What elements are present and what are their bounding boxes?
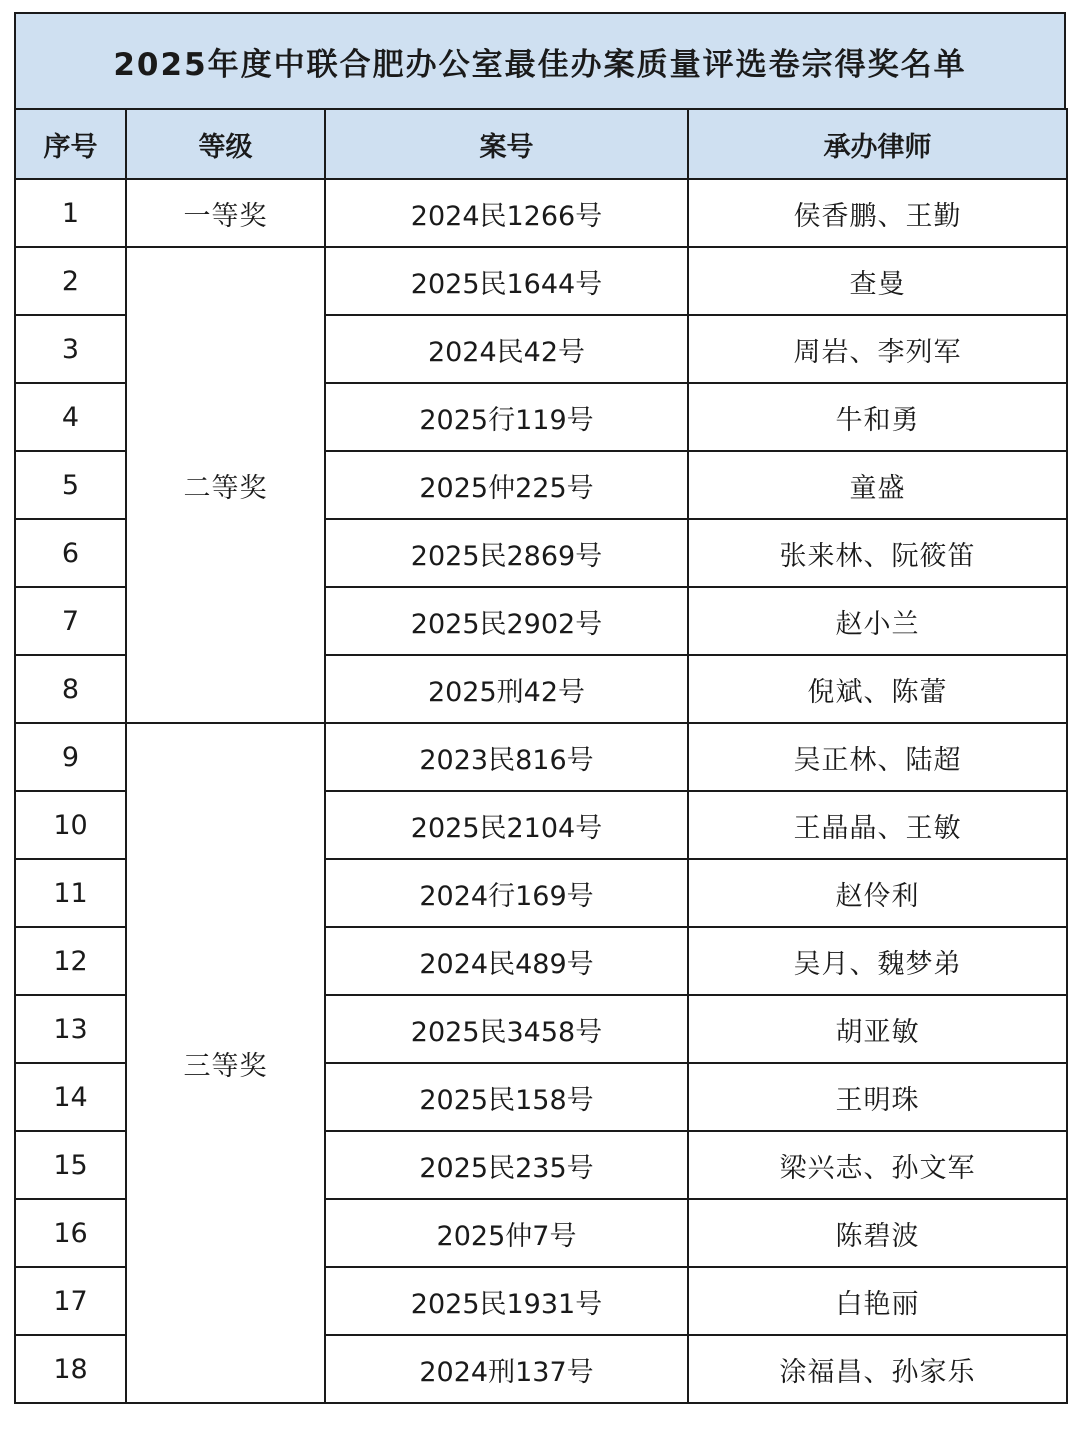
table-row <box>15 723 1067 791</box>
lawyer-names: 查曼 <box>688 247 1067 315</box>
case-number: 2025民235号 <box>325 1131 688 1199</box>
table-row <box>15 179 1067 247</box>
case-number: 2024民1266号 <box>325 179 688 247</box>
row-number: 10 <box>15 791 126 859</box>
lawyer-names: 童盛 <box>688 451 1067 519</box>
row-number: 14 <box>15 1063 126 1131</box>
row-number: 4 <box>15 383 126 451</box>
case-number: 2025仲225号 <box>325 451 688 519</box>
table-header-row <box>15 109 1067 179</box>
header-grade: 等级 <box>126 109 325 179</box>
row-number: 11 <box>15 859 126 927</box>
award-list-document <box>14 12 1066 1404</box>
header-lawyer: 承办律师 <box>688 109 1067 179</box>
row-number: 15 <box>15 1131 126 1199</box>
table-row <box>15 247 1067 315</box>
row-number: 5 <box>15 451 126 519</box>
row-number: 16 <box>15 1199 126 1267</box>
row-number: 9 <box>15 723 126 791</box>
lawyer-names: 吴正林、陆超 <box>688 723 1067 791</box>
lawyer-names: 牛和勇 <box>688 383 1067 451</box>
award-grade: 二等奖 <box>126 247 325 723</box>
row-number: 18 <box>15 1335 126 1403</box>
row-number: 13 <box>15 995 126 1063</box>
case-number: 2025刑42号 <box>325 655 688 723</box>
case-number: 2025民2902号 <box>325 587 688 655</box>
row-number: 17 <box>15 1267 126 1335</box>
row-number: 1 <box>15 179 126 247</box>
lawyer-names: 王明珠 <box>688 1063 1067 1131</box>
lawyer-names: 侯香鹏、王勤 <box>688 179 1067 247</box>
case-number: 2025仲7号 <box>325 1199 688 1267</box>
lawyer-names: 梁兴志、孙文军 <box>688 1131 1067 1199</box>
case-number: 2025行119号 <box>325 383 688 451</box>
case-number: 2025民2104号 <box>325 791 688 859</box>
award-grade: 一等奖 <box>126 179 325 247</box>
row-number: 6 <box>15 519 126 587</box>
case-number: 2025民2869号 <box>325 519 688 587</box>
header-no: 序号 <box>15 109 126 179</box>
lawyer-names: 吴月、魏梦弟 <box>688 927 1067 995</box>
award-table <box>14 108 1068 1404</box>
case-number: 2025民3458号 <box>325 995 688 1063</box>
header-case: 案号 <box>325 109 688 179</box>
case-number: 2023民816号 <box>325 723 688 791</box>
case-number: 2025民158号 <box>325 1063 688 1131</box>
lawyer-names: 赵伶利 <box>688 859 1067 927</box>
case-number: 2024民42号 <box>325 315 688 383</box>
lawyer-names: 白艳丽 <box>688 1267 1067 1335</box>
table-body <box>15 179 1067 1403</box>
lawyer-names: 张来林、阮筱笛 <box>688 519 1067 587</box>
case-number: 2024行169号 <box>325 859 688 927</box>
lawyer-names: 王晶晶、王敏 <box>688 791 1067 859</box>
row-number: 12 <box>15 927 126 995</box>
document-title: 2025年度中联合肥办公室最佳办案质量评选卷宗得奖名单 <box>14 12 1066 108</box>
row-number: 3 <box>15 315 126 383</box>
lawyer-names: 涂福昌、孙家乐 <box>688 1335 1067 1403</box>
row-number: 8 <box>15 655 126 723</box>
case-number: 2024民489号 <box>325 927 688 995</box>
case-number: 2025民1644号 <box>325 247 688 315</box>
award-grade: 三等奖 <box>126 723 325 1403</box>
row-number: 2 <box>15 247 126 315</box>
lawyer-names: 赵小兰 <box>688 587 1067 655</box>
lawyer-names: 胡亚敏 <box>688 995 1067 1063</box>
lawyer-names: 陈碧波 <box>688 1199 1067 1267</box>
row-number: 7 <box>15 587 126 655</box>
lawyer-names: 倪斌、陈蕾 <box>688 655 1067 723</box>
case-number: 2024刑137号 <box>325 1335 688 1403</box>
case-number: 2025民1931号 <box>325 1267 688 1335</box>
lawyer-names: 周岩、李列军 <box>688 315 1067 383</box>
